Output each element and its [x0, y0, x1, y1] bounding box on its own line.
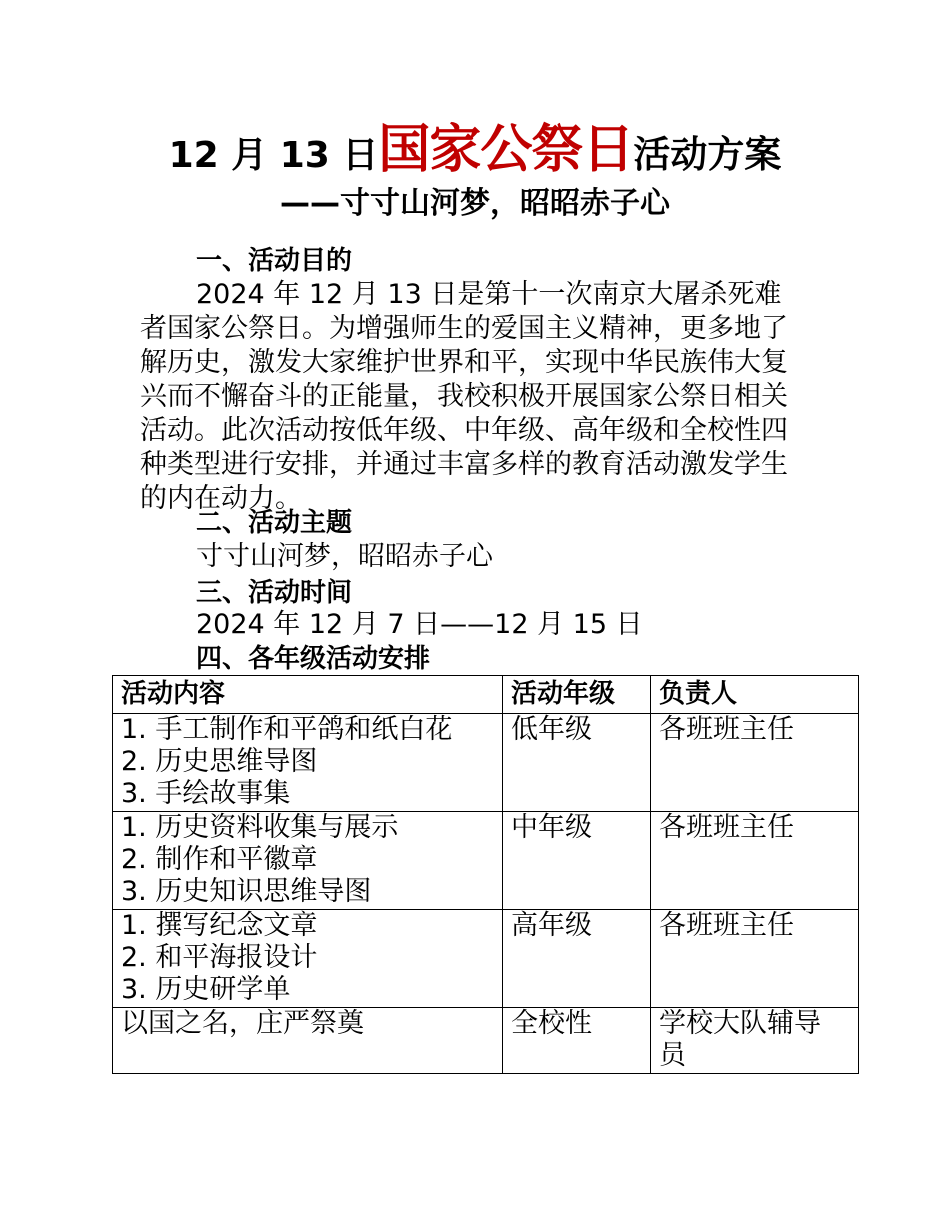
purpose-line-7: 的内在动力。	[140, 483, 302, 514]
header-content: 活动内容	[113, 676, 503, 714]
title-date: 12 月 13 日	[168, 135, 379, 176]
table-row	[113, 910, 859, 1008]
row-owner-cell: 各班班主任	[651, 812, 859, 910]
content-item: 1. 历史资料收集与展示	[121, 812, 399, 843]
purpose-line-1: 2024 年 12 月 13 日是第十一次南京大屠杀死难	[196, 279, 782, 310]
row-grade-cell: 高年级	[503, 910, 651, 1008]
header-grade: 活动年级	[503, 676, 651, 714]
row-owner-cell	[651, 1008, 859, 1074]
document-subtitle: ——寸寸山河梦，昭昭赤子心	[280, 186, 670, 221]
content-item: 2. 制作和平徽章	[121, 844, 318, 875]
row-owner-cell: 各班班主任	[651, 714, 859, 812]
title-highlight: 国家公祭日	[378, 120, 634, 180]
table-row	[113, 812, 859, 910]
row-grade-cell: 全校性	[503, 1008, 651, 1074]
section-heading-theme: 二、活动主题	[196, 508, 353, 538]
row-content-cell	[113, 714, 503, 812]
row-content-cell	[113, 1008, 503, 1074]
owner-line: 学校大队辅导	[659, 1008, 821, 1039]
row-owner-cell: 各班班主任	[651, 910, 859, 1008]
table-row	[113, 714, 859, 812]
purpose-line-4: 兴而不懈奋斗的正能量，我校积极开展国家公祭日相关	[140, 381, 788, 412]
content-item: 3. 历史知识思维导图	[121, 876, 372, 907]
row-grade-cell: 中年级	[503, 812, 651, 910]
row-grade-cell: 低年级	[503, 714, 651, 812]
owner-line: 员	[659, 1040, 686, 1071]
activity-table	[112, 675, 859, 1074]
table-row	[113, 1008, 859, 1074]
section-heading-arrangement: 四、各年级活动安排	[196, 644, 431, 674]
purpose-line-5: 活动。此次活动按低年级、中年级、高年级和全校性四	[140, 415, 788, 446]
content-item: 3. 历史研学单	[121, 974, 291, 1005]
title-suffix: 活动方案	[633, 133, 782, 176]
section-heading-time: 三、活动时间	[196, 578, 353, 608]
content-item: 2. 和平海报设计	[121, 942, 318, 973]
table-header-row	[113, 676, 859, 714]
time-text: 2024 年 12 月 7 日——12 月 15 日	[196, 609, 643, 640]
content-item: 3. 手绘故事集	[121, 778, 291, 809]
document-title	[0, 118, 950, 188]
theme-text: 寸寸山河梦，昭昭赤子心	[196, 541, 493, 572]
purpose-line-3: 解历史，激发大家维护世界和平，实现中华民族伟大复	[140, 347, 788, 378]
content-item: 1. 手工制作和平鸽和纸白花	[121, 714, 453, 745]
content-item: 以国之名，庄严祭奠	[121, 1008, 364, 1039]
row-content-cell	[113, 910, 503, 1008]
purpose-line-2: 者国家公祭日。为增强师生的爱国主义精神，更多地了	[140, 313, 788, 344]
content-item: 2. 历史思维导图	[121, 746, 318, 777]
header-owner: 负责人	[651, 676, 859, 714]
content-item: 1. 撰写纪念文章	[121, 910, 318, 941]
purpose-line-6: 种类型进行安排，并通过丰富多样的教育活动激发学生	[140, 449, 788, 480]
section-heading-purpose: 一、活动目的	[196, 246, 353, 276]
row-content-cell	[113, 812, 503, 910]
